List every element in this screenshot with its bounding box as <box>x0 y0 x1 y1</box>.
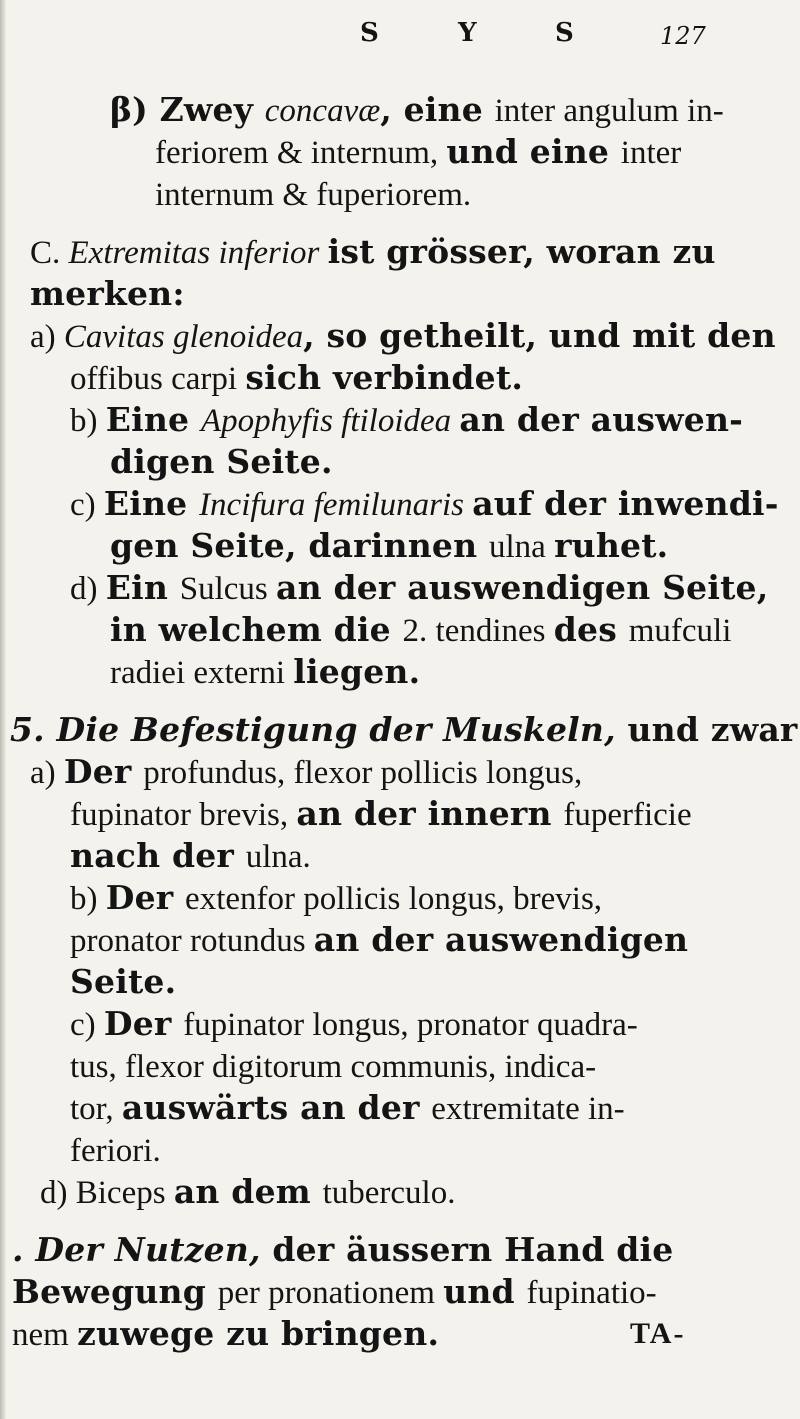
text-segment: b) <box>70 881 106 917</box>
text-line <box>110 652 420 693</box>
text-segment: Ein <box>105 568 180 607</box>
text-line <box>110 442 333 482</box>
text-segment: Der <box>103 1004 184 1043</box>
text-segment: d) <box>70 571 106 607</box>
text-segment: an dem <box>173 1172 323 1211</box>
text-segment: tus, flexor digitorum communis, indica- <box>70 1049 597 1085</box>
text-line <box>110 610 731 651</box>
text-segment: ulna <box>488 529 555 565</box>
text-line <box>70 1088 625 1129</box>
header-ornament-right: S <box>555 18 574 48</box>
text-segment: d) <box>40 1175 76 1211</box>
text-line <box>110 526 668 567</box>
text-segment: Apophyfis ftiloidea <box>200 403 460 439</box>
text-segment: β) <box>110 90 160 129</box>
text-segment: an der auswendigen Seite, <box>276 568 769 607</box>
text-segment: an der innern <box>296 794 564 833</box>
header-ornament-mid: Y <box>458 18 477 48</box>
text-line <box>12 1272 657 1313</box>
text-segment: Sulcus <box>179 571 276 607</box>
catchword: TA- <box>630 1317 686 1350</box>
text-segment: . Der Nutzen, <box>12 1230 273 1269</box>
text-segment: auswärts an der <box>121 1088 432 1127</box>
text-segment: fuperficie <box>563 797 692 833</box>
text-line <box>70 1004 638 1045</box>
text-segment: Extremitas inferior <box>68 235 328 271</box>
text-segment: a) <box>30 755 64 791</box>
text-segment: und <box>443 1272 527 1311</box>
text-segment: 5. Die Befestigung der Muskeln, <box>10 710 628 749</box>
text-segment: an der auswendigen <box>313 920 689 959</box>
text-segment: 2. tendines <box>402 613 554 649</box>
text-segment: nach der <box>70 836 246 875</box>
text-segment: nem <box>12 1317 78 1353</box>
text-segment: inter <box>620 135 682 171</box>
text-line <box>70 920 688 961</box>
text-segment: zuwege zu bringen. <box>77 1314 440 1353</box>
text-segment: b) <box>70 403 106 439</box>
text-segment: C. <box>30 235 69 271</box>
text-segment: digen Seite. <box>110 442 333 481</box>
text-segment: Seite. <box>70 962 177 1001</box>
text-segment: feriori. <box>70 1133 161 1169</box>
text-segment: , so getheilt, und mit den <box>303 316 776 355</box>
text-line <box>155 174 471 215</box>
text-segment: pronator rotundus <box>70 923 314 959</box>
text-segment: Zwey <box>159 90 265 129</box>
text-segment: Bewegung <box>12 1272 218 1311</box>
text-segment: an der auswen- <box>459 400 744 439</box>
text-line <box>70 484 779 525</box>
text-segment: , eine <box>380 90 495 129</box>
text-segment: Incifura femilunaris <box>199 487 473 523</box>
text-segment: a) <box>30 319 64 355</box>
text-line <box>12 1314 439 1355</box>
text-line <box>30 752 582 793</box>
text-line <box>155 132 681 173</box>
text-segment: feriorem & internum, <box>155 135 447 171</box>
text-line <box>70 878 602 919</box>
text-segment: internum & fuperiorem. <box>155 177 472 213</box>
text-line <box>70 962 176 1002</box>
text-segment: extremitate in- <box>431 1091 625 1127</box>
text-segment: fupinator longus, pronator quadra- <box>183 1007 638 1043</box>
text-line <box>40 1172 455 1213</box>
text-segment: des <box>553 610 629 649</box>
text-segment: ulna. <box>245 839 311 875</box>
text-line <box>30 274 185 314</box>
text-line <box>110 90 724 131</box>
text-segment: in welchem die <box>110 610 403 649</box>
text-line <box>70 794 692 835</box>
text-segment: Eine <box>105 400 201 439</box>
text-segment: profundus, flexor pollicis longus, <box>143 755 583 791</box>
text-line <box>30 232 716 273</box>
text-segment: c) <box>70 487 104 523</box>
text-segment: radiei externi <box>110 655 294 691</box>
text-segment: c) <box>70 1007 104 1043</box>
text-segment: offibus carpi <box>70 361 246 397</box>
text-segment: inter angulum in- <box>494 93 724 129</box>
running-header <box>360 18 706 68</box>
text-segment: sich verbindet. <box>245 358 524 397</box>
text-segment: ist grösser, woran zu <box>327 232 716 271</box>
text-line <box>70 358 523 399</box>
text-segment: ruhet. <box>554 526 669 565</box>
text-segment: tuberculo. <box>322 1175 456 1211</box>
text-line <box>70 1130 161 1171</box>
text-line <box>70 400 743 441</box>
text-line <box>70 836 311 877</box>
text-segment: per pronationem <box>217 1275 444 1311</box>
text-segment: mufculi <box>628 613 732 649</box>
text-line <box>12 1230 673 1270</box>
text-segment: liegen. <box>293 652 421 691</box>
text-segment: Der <box>63 752 144 791</box>
text-segment: gen Seite, darinnen <box>110 526 489 565</box>
text-segment: fupinatio- <box>526 1275 657 1311</box>
page-number: 127 <box>660 22 706 50</box>
text-line <box>70 1046 596 1087</box>
text-segment: und zwar <box>627 710 798 749</box>
text-segment: fupinator brevis, <box>70 797 297 833</box>
text-segment: extenfor pollicis longus, brevis, <box>185 881 603 917</box>
header-ornament-left: S <box>360 18 379 48</box>
text-segment: concavæ <box>264 93 381 129</box>
text-segment: Eine <box>103 484 200 523</box>
text-segment: der äussern Hand die <box>272 1230 674 1269</box>
text-line <box>70 568 768 609</box>
text-segment: merken: <box>30 274 185 313</box>
text-line <box>30 316 776 357</box>
text-line <box>10 710 798 750</box>
text-segment: tor, <box>70 1091 122 1127</box>
page-binding-edge <box>0 0 6 1419</box>
text-segment: Der <box>105 878 186 917</box>
text-segment: Cavitas glenoidea <box>63 319 304 355</box>
text-segment: auf der inwendi- <box>472 484 779 523</box>
text-segment: und eine <box>446 132 621 171</box>
text-segment: Biceps <box>75 1175 174 1211</box>
